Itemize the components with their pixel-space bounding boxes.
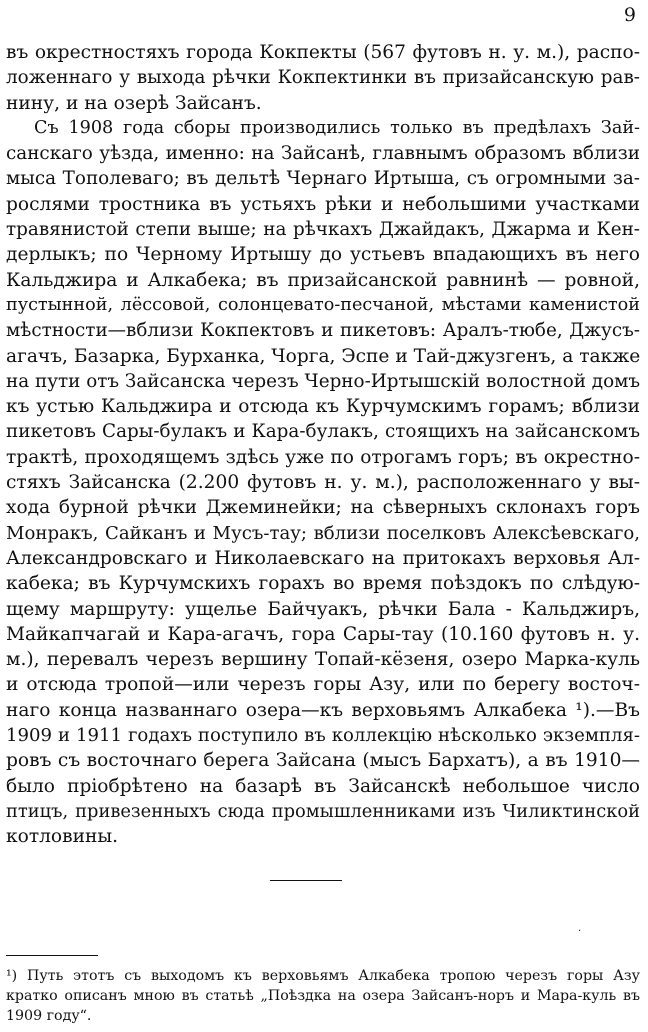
text-line: стяхъ Зайсанска (2.200 футовъ н. у. м.), расположеннаго у вы- <box>6 472 640 494</box>
text-line: нину, и на озерѣ Зайсанъ. <box>6 92 262 114</box>
footnote <box>6 966 640 1026</box>
section-divider <box>270 880 342 881</box>
text-line: въ окрестностяхъ города Кокпекты (567 футовъ н. у. м.), распо- <box>6 42 640 63</box>
text-line: пикетовъ Сары-булакъ и Кара-булакъ, стоящихъ на зайсанскомъ <box>6 421 640 443</box>
footnote-divider <box>6 955 98 956</box>
text-line: Съ 1908 года сборы производились только въ предѣлахъ Зай- <box>34 117 640 138</box>
main-text <box>6 40 640 850</box>
text-line: Майкапчагай и Кара-агачъ, гора Сары-тау (10.160 футовъ н. у. <box>6 623 640 645</box>
text-line: пустынной, лёссовой, солонцевато-песчаной, мѣстами каменистой <box>6 294 640 315</box>
text-line: Монракъ, Сайканъ и Мусъ-тау; вблизи поселковъ Алексѣевскаго, <box>6 522 640 544</box>
text-line: на пути отъ Зайсанска черезъ Черно-Иртышскій волостной домъ <box>6 370 641 392</box>
text-line: дерлыкъ; по Черному Иртышу до устьевъ впадающихъ въ него <box>6 244 640 266</box>
page-number: 9 <box>623 4 636 26</box>
text-line: ровъ съ восточнаго берега Зайсана (мысъ Бархатъ), а въ 1910— <box>6 750 640 772</box>
footnote-line: 1909 году“. <box>6 1008 92 1024</box>
text-line: мѣстности—вблизи Кокпектовъ и пикетовъ: Аралъ-тюбе, Джусъ- <box>6 320 640 342</box>
text-line: и отсюда тропой—или черезъ горы Азу, или по берегу восточ- <box>6 674 640 696</box>
text-line: котловины. <box>6 826 119 848</box>
text-line: трактѣ, проходящемъ здѣсь уже по отрогамъ горъ; въ окрестно- <box>6 446 640 468</box>
text-line: Кальджира и Алкабека; въ призайсанской равнинѣ — ровной, <box>6 269 640 291</box>
text-line: щему маршруту: ущелье Байчуакъ, рѣчки Бала - Кальджиръ, <box>6 598 640 620</box>
text-line: 1909 и 1911 годахъ поступило въ коллекцію нѣсколько экземпля- <box>6 725 640 747</box>
text-line: было пріобрѣтено на базарѣ въ Зайсанскѣ небольшое число <box>6 775 640 797</box>
text-line: наго конца названнаго озера—къ верховьямъ Алкабека ¹).—Въ <box>6 699 640 721</box>
text-line: рослями тростника въ устьяхъ рѣки и небольшими участками <box>6 193 640 215</box>
text-line: хода бурной рѣчки Джеминейки; на сѣверныхъ склонахъ горъ <box>6 497 640 519</box>
text-line: мыса Тополеваго; въ дельтѣ Чернаго Иртыша, съ огромными за- <box>6 168 640 190</box>
text-line: травянистой степи выше; на рѣчкахъ Джайдакъ, Джарма и Кен- <box>6 219 640 241</box>
text-line: Александровскаго и Николаевскаго на притокахъ верховья Ал- <box>6 547 640 569</box>
footnote-line: ¹) Путь этотъ съ выходомъ къ верховьямъ Алкабека тропою черезъ горы Азу <box>6 968 640 984</box>
text-line: птицъ, привезенныхъ сюда промышленниками изъ Чиликтинской <box>6 800 640 822</box>
text-line: ложеннаго у выхода рѣчки Кокпектинки въ призайсанскую рав- <box>6 67 640 89</box>
text-line: санскаго уѣзда, именно: на Зайсанѣ, главнымъ образомъ вблизи <box>6 143 640 165</box>
text-line: агачъ, Базарка, Бурханка, Чорга, Эспе и Тай-джузгенъ, а также <box>6 345 641 367</box>
text-line: къ устью Кальджира и отсюда къ Курчумскимъ горамъ; вблизи <box>6 396 640 418</box>
text-line: м.), перевалъ черезъ вершину Топай-кёзеня, озеро Марка-куль <box>6 649 640 671</box>
stray-mark: · <box>578 926 582 937</box>
text-line: кабека; въ Курчумскихъ горахъ во время поѣздокъ по слѣдую- <box>6 573 640 595</box>
footnote-line: кратко описанъ мною въ статьѣ „Поѣздка на озера Зайсанъ-норъ и Мара-куль въ <box>6 988 640 1004</box>
